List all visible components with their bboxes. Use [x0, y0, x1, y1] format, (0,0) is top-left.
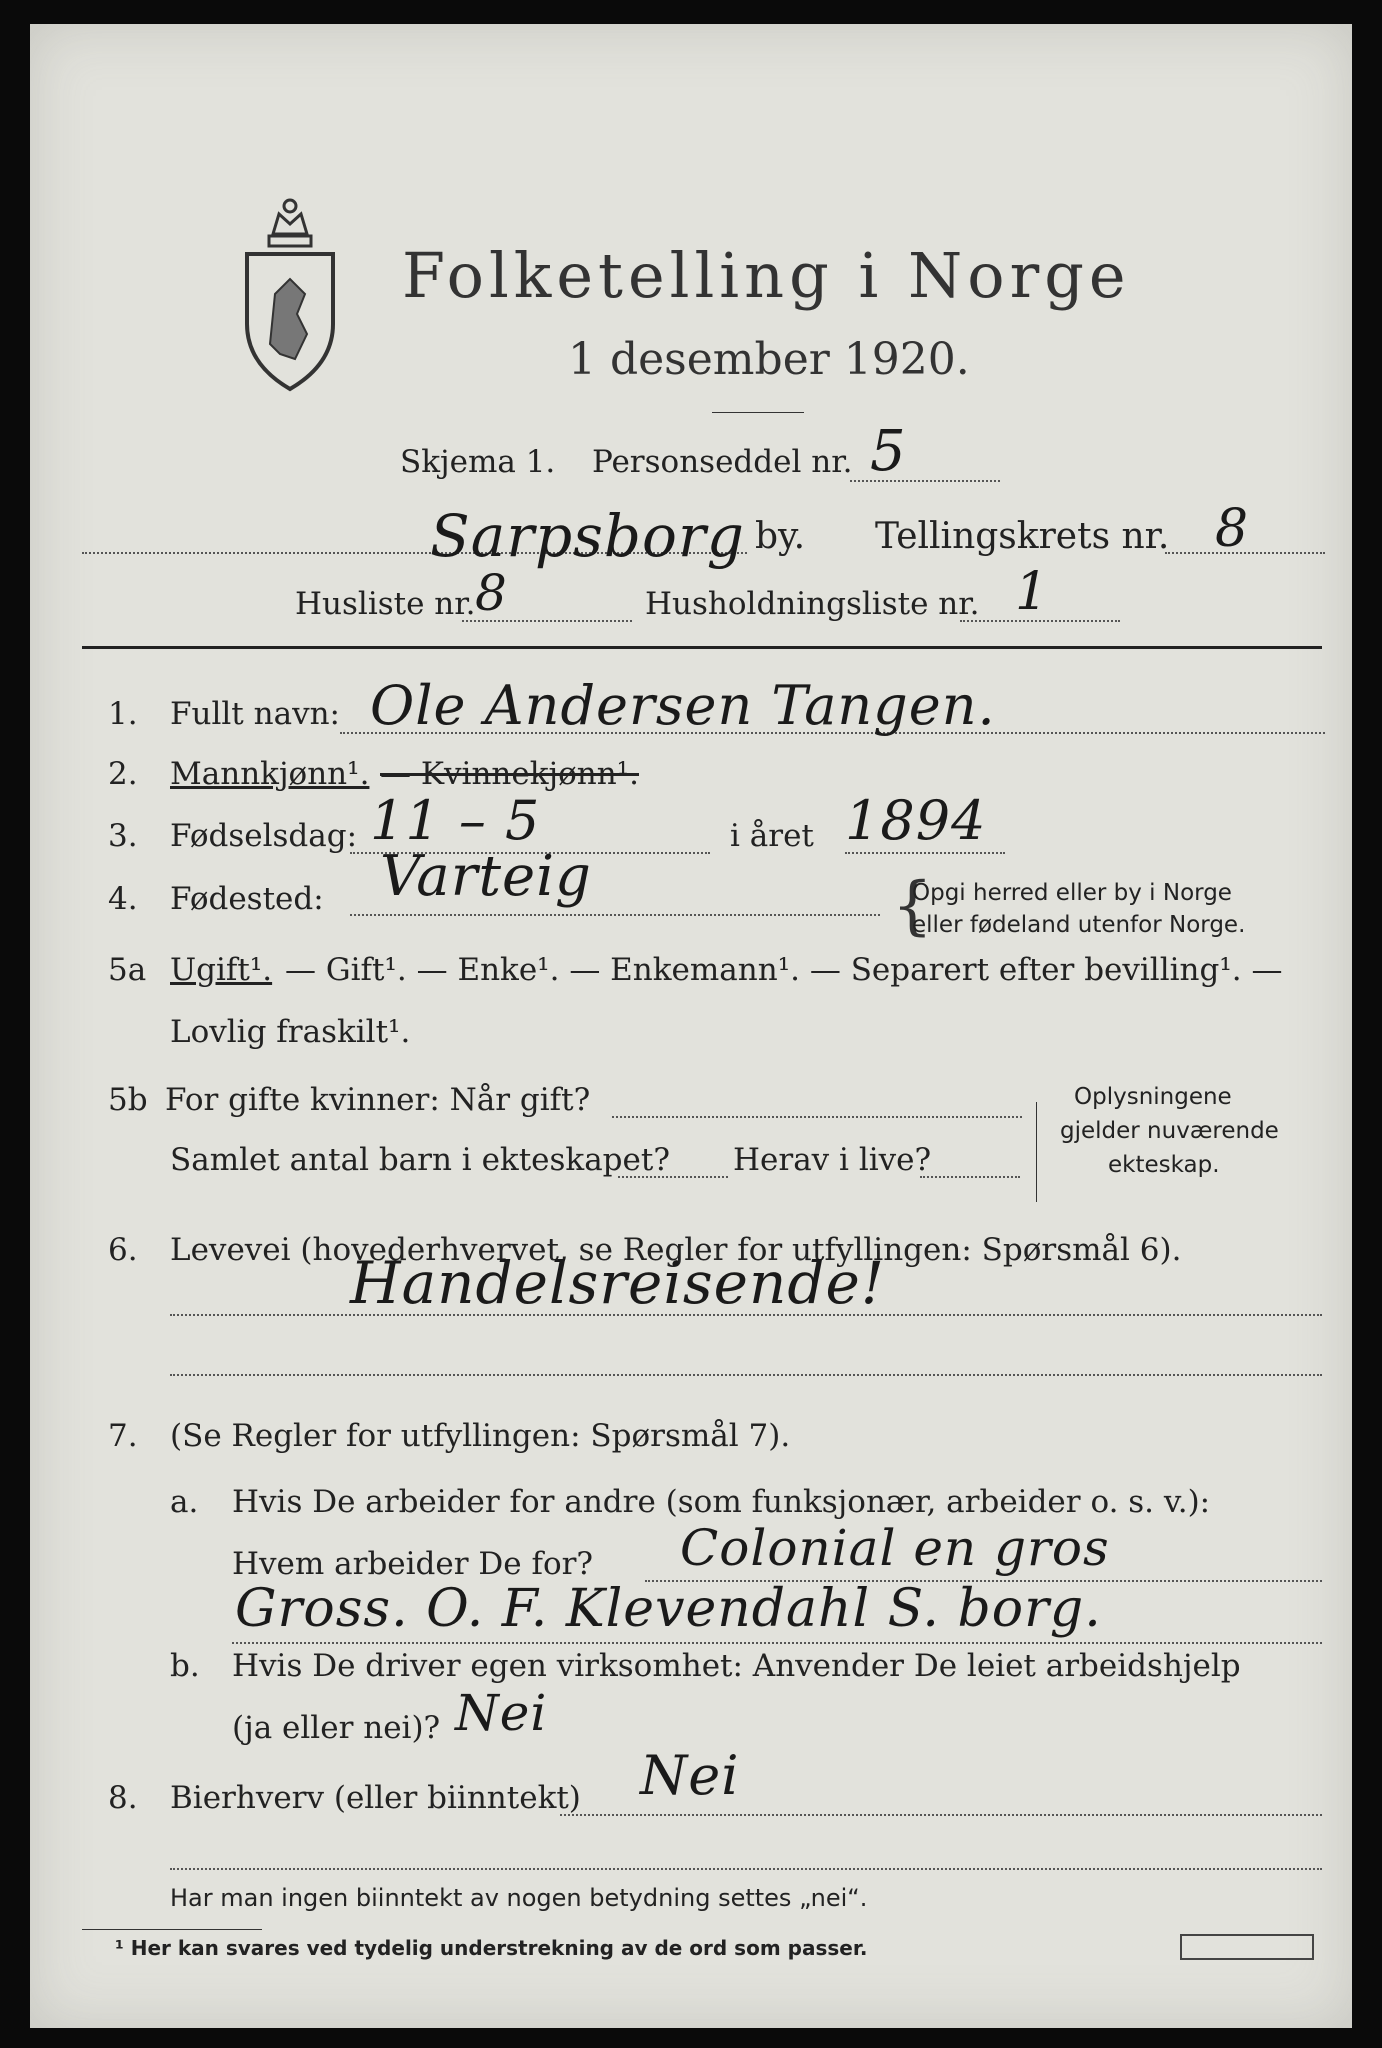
q5b-alive-label: Herav i live? [733, 1142, 932, 1178]
husholdningsliste-label: Husholdningsliste nr. [645, 586, 980, 622]
personseddel-number: 5 [870, 419, 907, 484]
q7a-label: Hvis De arbeider for andre (som funksjonær, arbeider o. s. v.): [232, 1484, 1211, 1520]
header-divider [82, 646, 1322, 649]
q6-label: Levevei (hovederhvervet, se Regler for utfyllingen: Spørsmål 6). [170, 1232, 1182, 1268]
q5b-note-line3: ekteskap. [1108, 1152, 1220, 1178]
marital-options-line2: Lovlig fraskilt¹. [170, 1014, 411, 1050]
hire-value: Nei [455, 1684, 548, 1742]
form-date: 1 desember 1920. [568, 334, 970, 385]
q5b-married-label: For gifte kvinner: Når gift? [165, 1082, 591, 1118]
q5b-note-line2: gjelder nuværende [1060, 1118, 1279, 1144]
q7b-label: Hvis De driver egen virksomhet: Anvender De leiet arbeidshjelp [232, 1648, 1241, 1684]
coat-of-arms-icon [235, 184, 345, 394]
tellingskrets-label: Tellingskrets nr. [875, 516, 1170, 557]
employer-value-line2: Gross. O. F. Klevendahl S. borg. [235, 1579, 1102, 1639]
birth-year-value: 1894 [845, 789, 987, 852]
q5b-number: 5b [108, 1082, 148, 1118]
q4-label: Fødested: [170, 881, 324, 917]
birthplace-note-line1: Opgi herred eller by i Norge [912, 880, 1232, 906]
occupation-value: Handelsreisende! [350, 1249, 886, 1317]
full-name-value: Ole Andersen Tangen. [370, 674, 996, 737]
q3-number: 3. [108, 818, 138, 854]
q7b-hire-label: (ja eller nei)? [232, 1710, 441, 1746]
city-name: Sarpsborg [430, 502, 745, 570]
side-occupation-value: Nei [640, 1744, 740, 1807]
husliste-number: 8 [475, 564, 508, 622]
q7b-letter: b. [170, 1648, 200, 1684]
personseddel-label: Personseddel nr. [592, 444, 853, 480]
schema-label: Skjema 1. [400, 444, 556, 480]
q5b-children-label: Samlet antal barn i ekteskapet? [170, 1142, 670, 1178]
q6-number: 6. [108, 1232, 138, 1268]
q7-number: 7. [108, 1418, 138, 1454]
gender-female-option: — Kvinnekjønn¹. [380, 756, 639, 792]
q4-number: 4. [108, 881, 138, 917]
census-form: Folketelling i Norge 1 desember 1920. Skjema 1. Personseddel nr. 5 Sarpsborg by. Tellingskrets nr. 8 Husliste nr. 8 Husholdningsliste nr. 1 1. Fullt navn: Ole Andersen Tangen. 2. Mannkjønn¹. — Kvinnekjønn¹. 3. Fødselsdag: 11 – 5 i året 1894 4. Fødested: Varteig { Opgi herred eller by i Norge eller fødeland utenfor Norge. 5a Ugift¹. — Gift¹. — Enke¹. — Enkemann¹. — Separert efter bevilling¹. — Lovlig fraskilt¹. 5b For gifte kvinner: Når gift? Samlet antal barn i ekteskapet? Herav i live? Oplysningene gjelder nuværende ekteskap. 6. Levevei (hovederhvervet, se Regler for utfyllingen: Spørsmål 6). Handelsreisende! 7. (Se Regler for utfyllingen: Spørsmål 7). a. Hvis De arbeider for andre (som funksjonær, arbeider o. s. v.): Hvem arbeider De for? Colonial en gros Gross. O. F. Klevendahl S. borg. b. Hvis De driver egen virksomhet: Anvender De leiet arbeidshjelp (ja eller nei)? Nei 8. Bierhverv (eller biinntekt) Nei Har man ingen biinntekt av nogen betydning settes „nei“. ¹ Her kan svares ved tydelig understrekning av de ord som passer. [30, 24, 1352, 2028]
gender-male-option: Mannkjønn¹. [170, 756, 370, 792]
q7a-employer-label: Hvem arbeider De for? [232, 1546, 594, 1582]
q1-label: Fullt navn: [170, 696, 340, 732]
q1-number: 1. [108, 696, 138, 732]
q2-number: 2. [108, 756, 138, 792]
employer-value-line1: Colonial en gros [680, 1519, 1110, 1577]
marital-options: — Gift¹. — Enke¹. — Enkemann¹. — Separert efter bevilling¹. — [285, 952, 1283, 988]
footnote: ¹ Her kan svares ved tydelig understrekning av de ord som passer. [115, 1936, 868, 1960]
q7-label: (Se Regler for utfyllingen: Spørsmål 7). [170, 1418, 791, 1454]
q5a-number: 5a [108, 952, 147, 988]
husliste-label: Husliste nr. [295, 586, 476, 622]
title-divider [712, 412, 804, 413]
form-title: Folketelling i Norge [402, 239, 1131, 312]
q8-label: Bierhverv (eller biinntekt) [170, 1780, 581, 1816]
marital-ugift-option: Ugift¹. [170, 952, 273, 988]
q8-number: 8. [108, 1780, 138, 1816]
q7a-letter: a. [170, 1484, 199, 1520]
birthplace-note-line2: eller fødeland utenfor Norge. [912, 912, 1246, 938]
printer-stamp [1180, 1934, 1314, 1960]
q3-label: Fødselsdag: [170, 818, 358, 854]
tellingskrets-number: 8 [1215, 499, 1250, 559]
year-label: i året [730, 818, 814, 854]
q5b-note-line1: Oplysningene [1074, 1084, 1232, 1110]
city-suffix: by. [755, 516, 806, 557]
birthplace-value: Varteig [380, 844, 592, 909]
husholdningsliste-number: 1 [1015, 562, 1050, 622]
footer-note: Har man ingen biinntekt av nogen betydning settes „nei“. [170, 1884, 868, 1912]
birthday-value: 11 – 5 [370, 789, 541, 852]
